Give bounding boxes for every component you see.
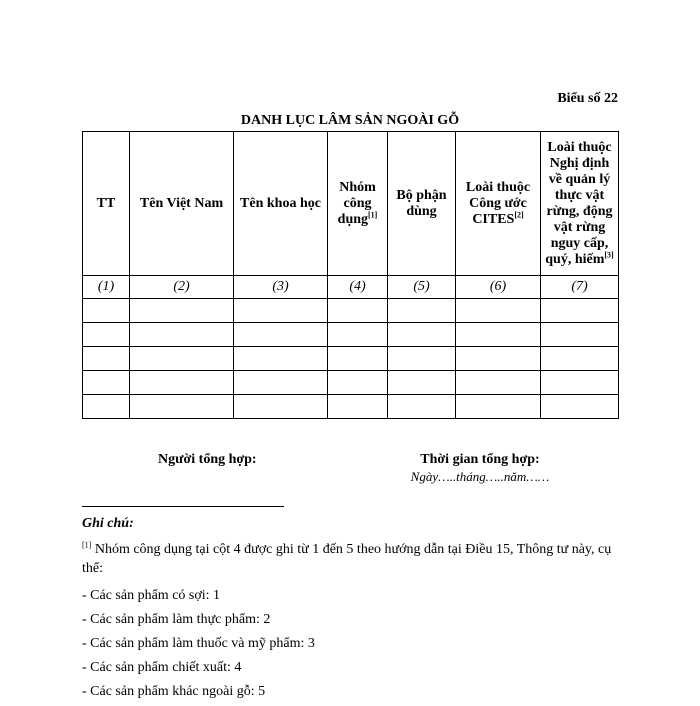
table-row xyxy=(83,323,619,347)
table-cell xyxy=(541,347,619,371)
table-cell xyxy=(234,395,328,419)
notes-heading: Ghi chú: xyxy=(82,516,134,531)
table-cell xyxy=(388,371,456,395)
date-placeholder: Ngày…..tháng…..năm…… xyxy=(410,469,550,484)
list-item: - Các sản phẩm làm thuốc và mỹ phẩm: 3 xyxy=(82,636,315,651)
notes-section xyxy=(82,516,622,706)
header-use-group: Nhóm công dụng[1] xyxy=(328,132,388,276)
table-header-row xyxy=(83,132,619,276)
table-cell xyxy=(130,371,234,395)
table-cell xyxy=(83,323,130,347)
header-tt: TT xyxy=(83,132,130,276)
header-vietnamese-name: Tên Việt Nam xyxy=(130,132,234,276)
col-number: (4) xyxy=(328,276,388,299)
table-cell xyxy=(541,323,619,347)
table-cell xyxy=(388,395,456,419)
col-number: (1) xyxy=(83,276,130,299)
table-cell xyxy=(328,347,388,371)
compiler-label: Người tổng hợp: xyxy=(158,452,257,467)
table-cell xyxy=(234,299,328,323)
table-row xyxy=(83,371,619,395)
table-row xyxy=(83,395,619,419)
table-cell xyxy=(456,371,541,395)
compile-time-label: Thời gian tổng hợp: xyxy=(420,452,540,467)
col-number: (3) xyxy=(234,276,328,299)
col-number: (7) xyxy=(541,276,619,299)
compile-time-block xyxy=(396,452,564,485)
table-row xyxy=(83,299,619,323)
table-cell xyxy=(388,347,456,371)
footnote-text: Nhóm công dụng tại cột 4 được ghi từ 1 đến 5 theo hướng dẫn tại Điều 15, Thông tư này, cụ thể: xyxy=(82,542,612,576)
header-cites: Loài thuộc Công ước CITES[2] xyxy=(456,132,541,276)
table-cell xyxy=(388,299,456,323)
table-cell xyxy=(328,323,388,347)
table-cell xyxy=(130,299,234,323)
header-decree-species: Loài thuộc Nghị định về quản lý thực vật rừng, động vật rừng nguy cấp, quý, hiếm[3] xyxy=(541,132,619,276)
table-cell xyxy=(234,371,328,395)
table-cell xyxy=(456,323,541,347)
list-item: - Các sản phẩm làm thực phẩm: 2 xyxy=(82,612,271,627)
table-cell xyxy=(83,347,130,371)
table-cell xyxy=(456,299,541,323)
table-cell xyxy=(456,347,541,371)
table-cell xyxy=(328,395,388,419)
table-cell xyxy=(388,323,456,347)
table-cell xyxy=(130,347,234,371)
header-scientific-name: Tên khoa học xyxy=(234,132,328,276)
forest-products-table xyxy=(82,131,619,419)
list-item: - Các sản phẩm có sợi: 1 xyxy=(82,588,221,603)
col-number: (5) xyxy=(388,276,456,299)
column-number-row xyxy=(83,276,619,299)
table-cell xyxy=(328,371,388,395)
table-cell xyxy=(456,395,541,419)
table-cell xyxy=(234,347,328,371)
table-cell xyxy=(83,371,130,395)
table-cell xyxy=(541,395,619,419)
table-cell xyxy=(130,323,234,347)
table-cell xyxy=(541,371,619,395)
table-row xyxy=(83,347,619,371)
table-cell xyxy=(83,299,130,323)
col-number: (2) xyxy=(130,276,234,299)
list-item: - Các sản phẩm khác ngoài gỗ: 5 xyxy=(82,684,266,699)
list-item: - Các sản phẩm chiết xuất: 4 xyxy=(82,660,242,675)
footnote-marker: [1] xyxy=(82,540,92,550)
table-cell xyxy=(234,323,328,347)
table-cell xyxy=(328,299,388,323)
footnote-divider xyxy=(82,506,284,507)
footnote-1 xyxy=(82,540,622,578)
table-cell xyxy=(541,299,619,323)
table-cell xyxy=(130,395,234,419)
form-number: Biểu số 22 xyxy=(557,91,618,106)
col-number: (6) xyxy=(456,276,541,299)
header-part-used: Bộ phận dùng xyxy=(388,132,456,276)
document-title: DANH LỤC LÂM SẢN NGOÀI GỖ xyxy=(240,113,460,128)
table-cell xyxy=(83,395,130,419)
